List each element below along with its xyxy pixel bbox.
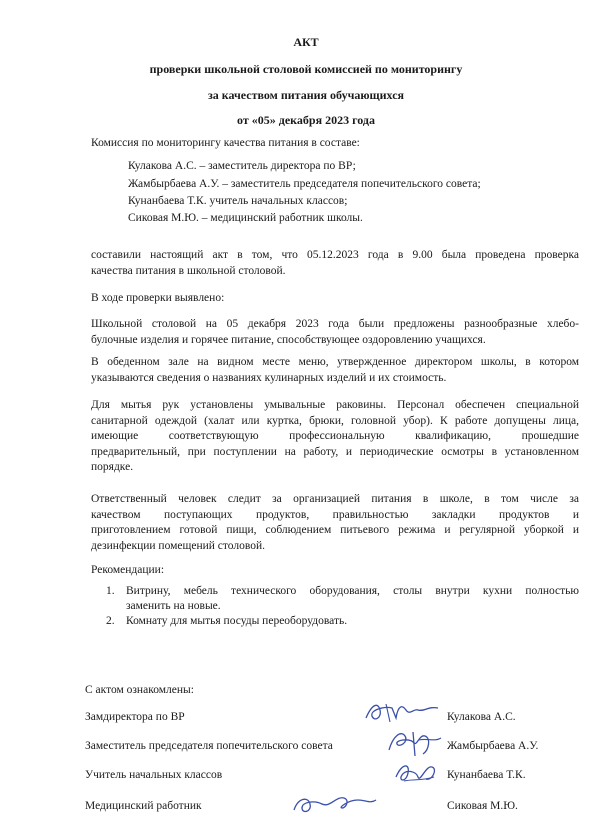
document-date: от «05» декабря 2023 года bbox=[237, 113, 375, 127]
paragraph-2 bbox=[91, 355, 579, 386]
text-line: указываются сведения о названиях кулинарных изделий и их стоимость. bbox=[91, 371, 447, 384]
text-line: санитарной одеждой (халат или куртка, брюки, головной убор). К работе допущены лица, bbox=[91, 414, 579, 427]
signature-name: Кунанбаева Т.К. bbox=[447, 769, 526, 781]
recommendations-list bbox=[106, 584, 579, 629]
commission-member: Кулакова А.С. – заместитель директора по ВР; bbox=[128, 160, 356, 172]
list-item bbox=[106, 614, 579, 629]
text-line: Ответственный человек следит за организацией питания в школе, в том числе за bbox=[91, 493, 579, 505]
text-line: качеством поступающих продуктов, правильностью закладки продуктов и bbox=[91, 508, 579, 521]
document-subtitle-1: проверки школьной столовой комиссией по мониторингу bbox=[149, 62, 463, 76]
list-item-number: 2. bbox=[106, 615, 115, 627]
list-item-text: заменить на новые. bbox=[126, 600, 221, 612]
list-item bbox=[106, 584, 579, 614]
signature-kunanbaeva-icon bbox=[388, 757, 442, 789]
signature-role: Замдиректора по ВР bbox=[85, 711, 185, 723]
text-line: дезинфекции помещений столовой. bbox=[91, 539, 265, 552]
document-title: АКТ bbox=[293, 35, 319, 49]
text-line: приготовлением готовой пищи, соблюдением питьевого режима и регулярной уборкой и bbox=[91, 524, 579, 536]
commission-member: Сиковая М.Ю. – медицинский работник школы. bbox=[128, 212, 363, 224]
text-line: имеющие соответствующую профессиональную квалификацию, прошедшие bbox=[91, 430, 579, 442]
findings-heading: В ходе проверки выявлено: bbox=[91, 292, 225, 304]
commission-intro: Комиссия по мониторингу качества питания в составе: bbox=[91, 137, 360, 149]
text-line: В обеденном зале на видном месте меню, утвержденное директором школы, в котором bbox=[91, 356, 579, 368]
recommendations-heading: Рекомендации: bbox=[91, 564, 165, 576]
text-line: составили настоящий акт в том, что 05.12.2023 года в 9.00 была проведена проверка bbox=[91, 249, 579, 261]
signature-name: Жамбырбаева А.У. bbox=[447, 740, 539, 752]
signature-name: Кулакова А.С. bbox=[447, 711, 516, 723]
text-line: предварительный, при поступлении на работу, и периодические осмотры в установленном bbox=[91, 445, 579, 458]
list-item-number: 1. bbox=[106, 585, 115, 597]
commission-member: Кунанбаева Т.К. учитель начальных классов; bbox=[128, 195, 348, 207]
text-line: Для мытья рук установлены умывальные раковины. Персонал обеспечен специальной bbox=[91, 399, 579, 411]
signature-role: Медицинский работник bbox=[85, 800, 202, 812]
paragraph-1 bbox=[91, 317, 579, 348]
list-item-text: Комнату для мытья посуды переоборудовать. bbox=[126, 615, 348, 627]
signatures-intro: С актом ознакомлены: bbox=[85, 684, 194, 696]
document-subtitle-2: за качеством питания обучающихся bbox=[207, 88, 405, 102]
text-line: Школьной столовой на 05 декабря 2023 года были предложены разнообразные хлебо- bbox=[91, 318, 579, 330]
signature-role: Учитель начальных классов bbox=[85, 769, 223, 781]
signature-sikovaya-icon bbox=[290, 786, 380, 820]
paragraph-3 bbox=[91, 398, 579, 476]
text-line: порядке. bbox=[91, 461, 134, 473]
composed-paragraph bbox=[91, 248, 579, 279]
paragraph-4 bbox=[91, 492, 579, 554]
text-line: булочные изделия и горячее питание, способствующее оздоровлению учащихся. bbox=[91, 333, 486, 346]
signature-zhambyrbaeva-icon bbox=[383, 726, 445, 760]
list-item-text: Витрину, мебель технического оборудования, столы внутри кухни полностью bbox=[126, 585, 579, 597]
text-line: качества питания в школьной столовой. bbox=[91, 264, 286, 277]
commission-member: Жамбырбаева А.У. – заместитель председателя попечительского совета; bbox=[128, 178, 481, 190]
signature-name: Сиковая М.Ю. bbox=[447, 800, 518, 812]
signature-kulakova-icon bbox=[362, 696, 442, 728]
signature-role: Заместитель председателя попечительского совета bbox=[85, 740, 333, 752]
